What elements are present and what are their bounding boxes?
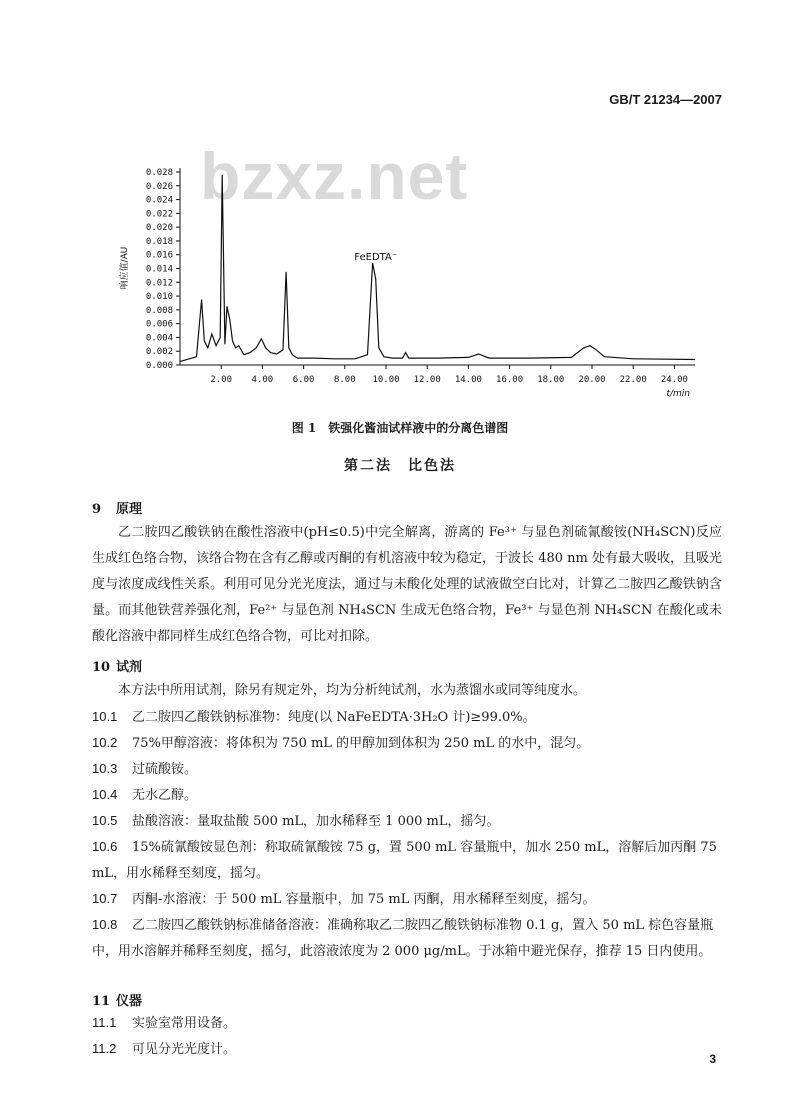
section-9-heading (92, 498, 142, 517)
x-axis-label: t/min (666, 389, 690, 399)
item-text: 75%甲醇溶液：将体积为 750 mL 的甲醇加到体积为 250 mL 的水中，混匀。 (132, 736, 590, 751)
item-number: 10.3 (92, 761, 118, 776)
figure-caption: 图 1 铁强化酱油试样液中的分离色谱图 (291, 421, 509, 435)
list-item (92, 912, 722, 965)
y-tick-label: 0.016 (145, 250, 173, 261)
x-tick-label: 6.00 (292, 375, 315, 385)
section-title: 试剂 (116, 660, 143, 675)
item-text: 乙二胺四乙酸铁钠标准物：纯度(以 NaFeEDTA·3H₂O 计)≥99.0%。 (132, 710, 536, 725)
list-item (92, 834, 722, 887)
x-axis-ticks (210, 365, 688, 385)
section-10-heading (92, 656, 142, 675)
y-tick-label: 0.004 (145, 333, 173, 344)
y-tick-label: 0.002 (145, 347, 173, 358)
item-number: 10.5 (92, 813, 118, 828)
item-number: 11.2 (92, 1041, 117, 1056)
item-text: 盐酸溶液：量取盐酸 500 mL，加水稀释至 1 000 mL，摇匀。 (132, 814, 500, 829)
section-title: 仪器 (116, 994, 143, 1009)
item-text: 乙二胺四乙酸铁钠标准储备溶液：准确称取乙二胺四乙酸铁钠标准物 0.1 g，置入 50 mL 棕色容量瓶中，用水溶解并稀释至刻度，摇匀，此溶液浓度为 2 000 μg/mL。于冰箱中避光保存，推荐 15 日内使用。 (92, 918, 714, 959)
item-text: 实验室常用设备。 (132, 1016, 237, 1031)
section-11-heading (92, 990, 142, 1009)
section-10-intro: 本方法中所用试剂，除另有规定外，均为分析纯试剂，水为蒸馏水或同等纯度水。 (118, 683, 587, 698)
item-text: 丙酮-水溶液：于 500 mL 容量瓶中，加 75 mL 丙酮，用水稀释至刻度，摇匀。 (132, 892, 596, 907)
x-tick-label: 12.00 (413, 375, 441, 385)
x-tick-label: 4.00 (251, 375, 274, 385)
list-item (92, 886, 722, 913)
item-number: 10.1 (92, 709, 118, 724)
item-text: 过硫酸铵。 (132, 762, 198, 777)
x-tick-label: 22.00 (619, 375, 647, 385)
section-number: 11 (92, 994, 111, 1009)
y-tick-label: 0.024 (145, 195, 173, 206)
y-tick-label: 0.014 (145, 264, 173, 275)
section-9-paragraph: 乙二胺四乙酸铁钠在酸性溶液中(pH≤0.5)中完全解离，游离的 Fe³⁺ 与显色剂硫氰酸铵(NH₄SCN)反应生成红色络合物，该络合物在含有乙醇或丙酮的有机溶液中较为稳定，于波长 480 nm 处有最大吸收，且吸光度与浓度成线性关系。利用可见分光光度法，通过与未酸化处理的试液做空白比对，计算乙二胺四乙酸铁钠含量。而其他铁营养强化剂，Fe²⁺ 与显色剂 NH₄SCN 生成无色络合物，Fe³⁺ 与显色剂 NH₄SCN 在酸化或未酸化溶液中都同样生成红色络合物，可比对扣除。 (92, 525, 722, 644)
section-number: 10 (92, 660, 111, 675)
y-tick-label: 0.010 (145, 292, 173, 303)
y-tick-label: 0.006 (145, 319, 173, 330)
item-number: 10.4 (92, 787, 118, 802)
y-tick-label: 0.020 (145, 223, 173, 234)
item-number: 10.7 (92, 891, 118, 906)
y-axis-label: 响应值/AU (120, 246, 130, 290)
section-title: 原理 (116, 502, 143, 517)
item-number: 10.6 (92, 839, 118, 854)
y-tick-label: 0.018 (145, 236, 173, 247)
list-item (92, 730, 722, 757)
x-tick-label: 2.00 (210, 375, 233, 385)
y-tick-label: 0.028 (145, 168, 173, 178)
page-number: 3 (709, 1052, 716, 1066)
x-tick-label: 10.00 (372, 375, 400, 385)
x-tick-label: 24.00 (660, 375, 688, 385)
list-item (92, 1010, 722, 1037)
chromatogram-chart (110, 160, 710, 405)
x-tick-label: 8.00 (333, 375, 356, 385)
y-tick-label: 0.026 (145, 181, 173, 192)
item-text: 无水乙醇。 (132, 788, 198, 803)
y-tick-label: 0.012 (145, 278, 173, 289)
x-tick-label: 20.00 (578, 375, 606, 385)
method-title: 第二法 比色法 (344, 458, 456, 474)
list-item (92, 704, 722, 731)
y-axis-ticks (146, 168, 180, 371)
chart-axes (180, 168, 695, 365)
x-tick-label: 16.00 (496, 375, 524, 385)
chromatogram-trace (180, 175, 695, 362)
list-item (92, 756, 722, 783)
peak-label-feedta: FeEDTA⁻ (354, 252, 398, 264)
list-item (92, 1036, 722, 1063)
x-tick-label: 18.00 (537, 375, 565, 385)
item-number: 10.8 (92, 917, 118, 932)
x-tick-label: 14.00 (454, 375, 482, 385)
item-text: 可见分光光度计。 (132, 1042, 237, 1057)
y-tick-label: 0.008 (145, 305, 173, 316)
item-text: 15%硫氰酸铵显色剂：称取硫氰酸铵 75 g，置 500 mL 容量瓶中，加水 250 mL，溶解后加丙酮 75 mL，用水稀释至刻度，摇匀。 (92, 840, 717, 881)
list-item (92, 782, 722, 809)
section-number: 9 (92, 502, 102, 517)
watermark: bzxz.net (200, 139, 469, 213)
list-item (92, 808, 722, 835)
standard-code: GB/T 21234—2007 (609, 92, 722, 107)
item-number: 10.2 (92, 735, 118, 750)
item-number: 11.1 (92, 1015, 117, 1030)
y-tick-label: 0.022 (145, 209, 173, 220)
y-tick-label: 0.000 (145, 361, 173, 371)
